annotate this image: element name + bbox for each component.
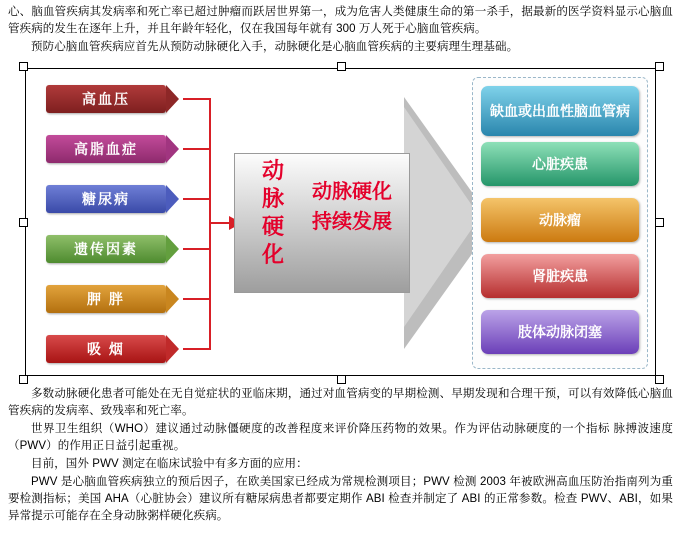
risk-factor-hypertension[interactable] [46, 85, 166, 113]
atherosclerosis-diagram [25, 68, 656, 376]
progression-arrow [234, 97, 494, 349]
risk-factor-genetics[interactable] [46, 235, 166, 263]
connector-to-arrow [209, 222, 231, 224]
outcome-heart-disease[interactable] [481, 142, 639, 186]
outcome-label: 肾脏疾患 [532, 267, 588, 284]
connector-line [183, 148, 211, 150]
resize-handle-s[interactable] [337, 375, 346, 384]
connector-line [183, 198, 211, 200]
arrow-side-label [312, 177, 392, 237]
resize-handle-e[interactable] [655, 218, 664, 227]
risk-factor-label: 遗传因素 [74, 241, 138, 257]
figure-container[interactable] [19, 62, 662, 382]
risk-factor-label: 吸 烟 [87, 341, 125, 357]
resize-handle-nw[interactable] [19, 62, 28, 71]
resize-handle-n[interactable] [337, 62, 346, 71]
lower-text-block [8, 386, 673, 525]
risk-factor-label: 高脂血症 [74, 141, 138, 157]
risk-factor-column [38, 83, 188, 365]
connector-line [183, 348, 211, 350]
risk-factor-diabetes[interactable] [46, 185, 166, 213]
arrow-side-label-line2: 持续发展 [312, 211, 392, 233]
outcome-label: 缺血或出血性脑血管病 [490, 102, 630, 119]
connector-line [183, 98, 211, 100]
risk-factor-smoking[interactable] [46, 335, 166, 363]
paragraph-2: 预防心脑血管疾病应首先从预防动脉硬化入手，动脉硬化是心脑血管疾病的主要病理生理基础。 [31, 41, 519, 53]
resize-handle-sw[interactable] [19, 375, 28, 384]
arrow-side-label-line1: 动脉硬化 [312, 181, 392, 203]
connector-bus [209, 98, 211, 350]
resize-handle-se[interactable] [655, 375, 664, 384]
outcome-cerebrovascular[interactable] [481, 86, 639, 136]
arrow-head-highlight [404, 107, 480, 327]
risk-factor-label: 高血压 [82, 91, 130, 107]
outcome-label: 肢体动脉闭塞 [518, 323, 602, 340]
risk-factor-label: 胛 胖 [87, 291, 125, 307]
outcome-aneurysm[interactable] [481, 198, 639, 242]
paragraph-3: 多数动脉硬化患者可能处在无自觉症状的亚临床期，通过对血管病变的早期检测、早期发现和合理干预，可以有效降低心脑血管疾病的发病率、致残率和死亡率。 [8, 388, 673, 417]
paragraph-5: 目前，国外 PWV 测定在临床试验中有多方面的应用： [31, 458, 308, 470]
resize-handle-ne[interactable] [655, 62, 664, 71]
paragraph-1: 心、脑血管疾病其发病率和死亡率已超过肿瘤而跃居世界第一，成为危害人类健康生命的第一杀手，据最新的医学资料显示心脑血管疾病的发生在逐年上升，并且年龄年轻化，仅在我国每年就有 300 万人死于心脑血管疾病。 [8, 6, 673, 35]
outcome-label: 动脉瘤 [539, 211, 581, 228]
arrow-vertical-label: 动脉硬化 [261, 158, 284, 267]
paragraph-6: PWV 是心脑血管疾病独立的预后因子，在欧美国家已经成为常规检测项目；PWV 检测 2003 年被欧洲高血压防治指南列为重要检测指标；美国 AHA（心脏协会）建议所有糖尿病患者都要定期作 ABI 检查并制定了 ABI 的正常参数。检查 PWV、ABI，如果异常提示可能存在全身动脉粥样硬化疾病。 [8, 476, 673, 522]
connector-line [183, 248, 211, 250]
outcome-panel [472, 77, 648, 369]
risk-factor-hyperlipidemia[interactable] [46, 135, 166, 163]
connector-line [183, 298, 211, 300]
paragraph-4: 世界卫生组织（WHO）建议通过动脉僵硬度的改善程度来评价降压药物的效果。作为评估动脉硬度的一个指标 脉搏波速度（PWV）的作用正日益引起重视。 [8, 423, 673, 452]
resize-handle-w[interactable] [19, 218, 28, 227]
outcome-limb-occlusion[interactable] [481, 310, 639, 354]
risk-factor-obesity[interactable] [46, 285, 166, 313]
risk-factor-label: 糖尿病 [82, 191, 130, 207]
outcome-label: 心脏疾患 [532, 155, 588, 172]
outcome-kidney-disease[interactable] [481, 254, 639, 298]
